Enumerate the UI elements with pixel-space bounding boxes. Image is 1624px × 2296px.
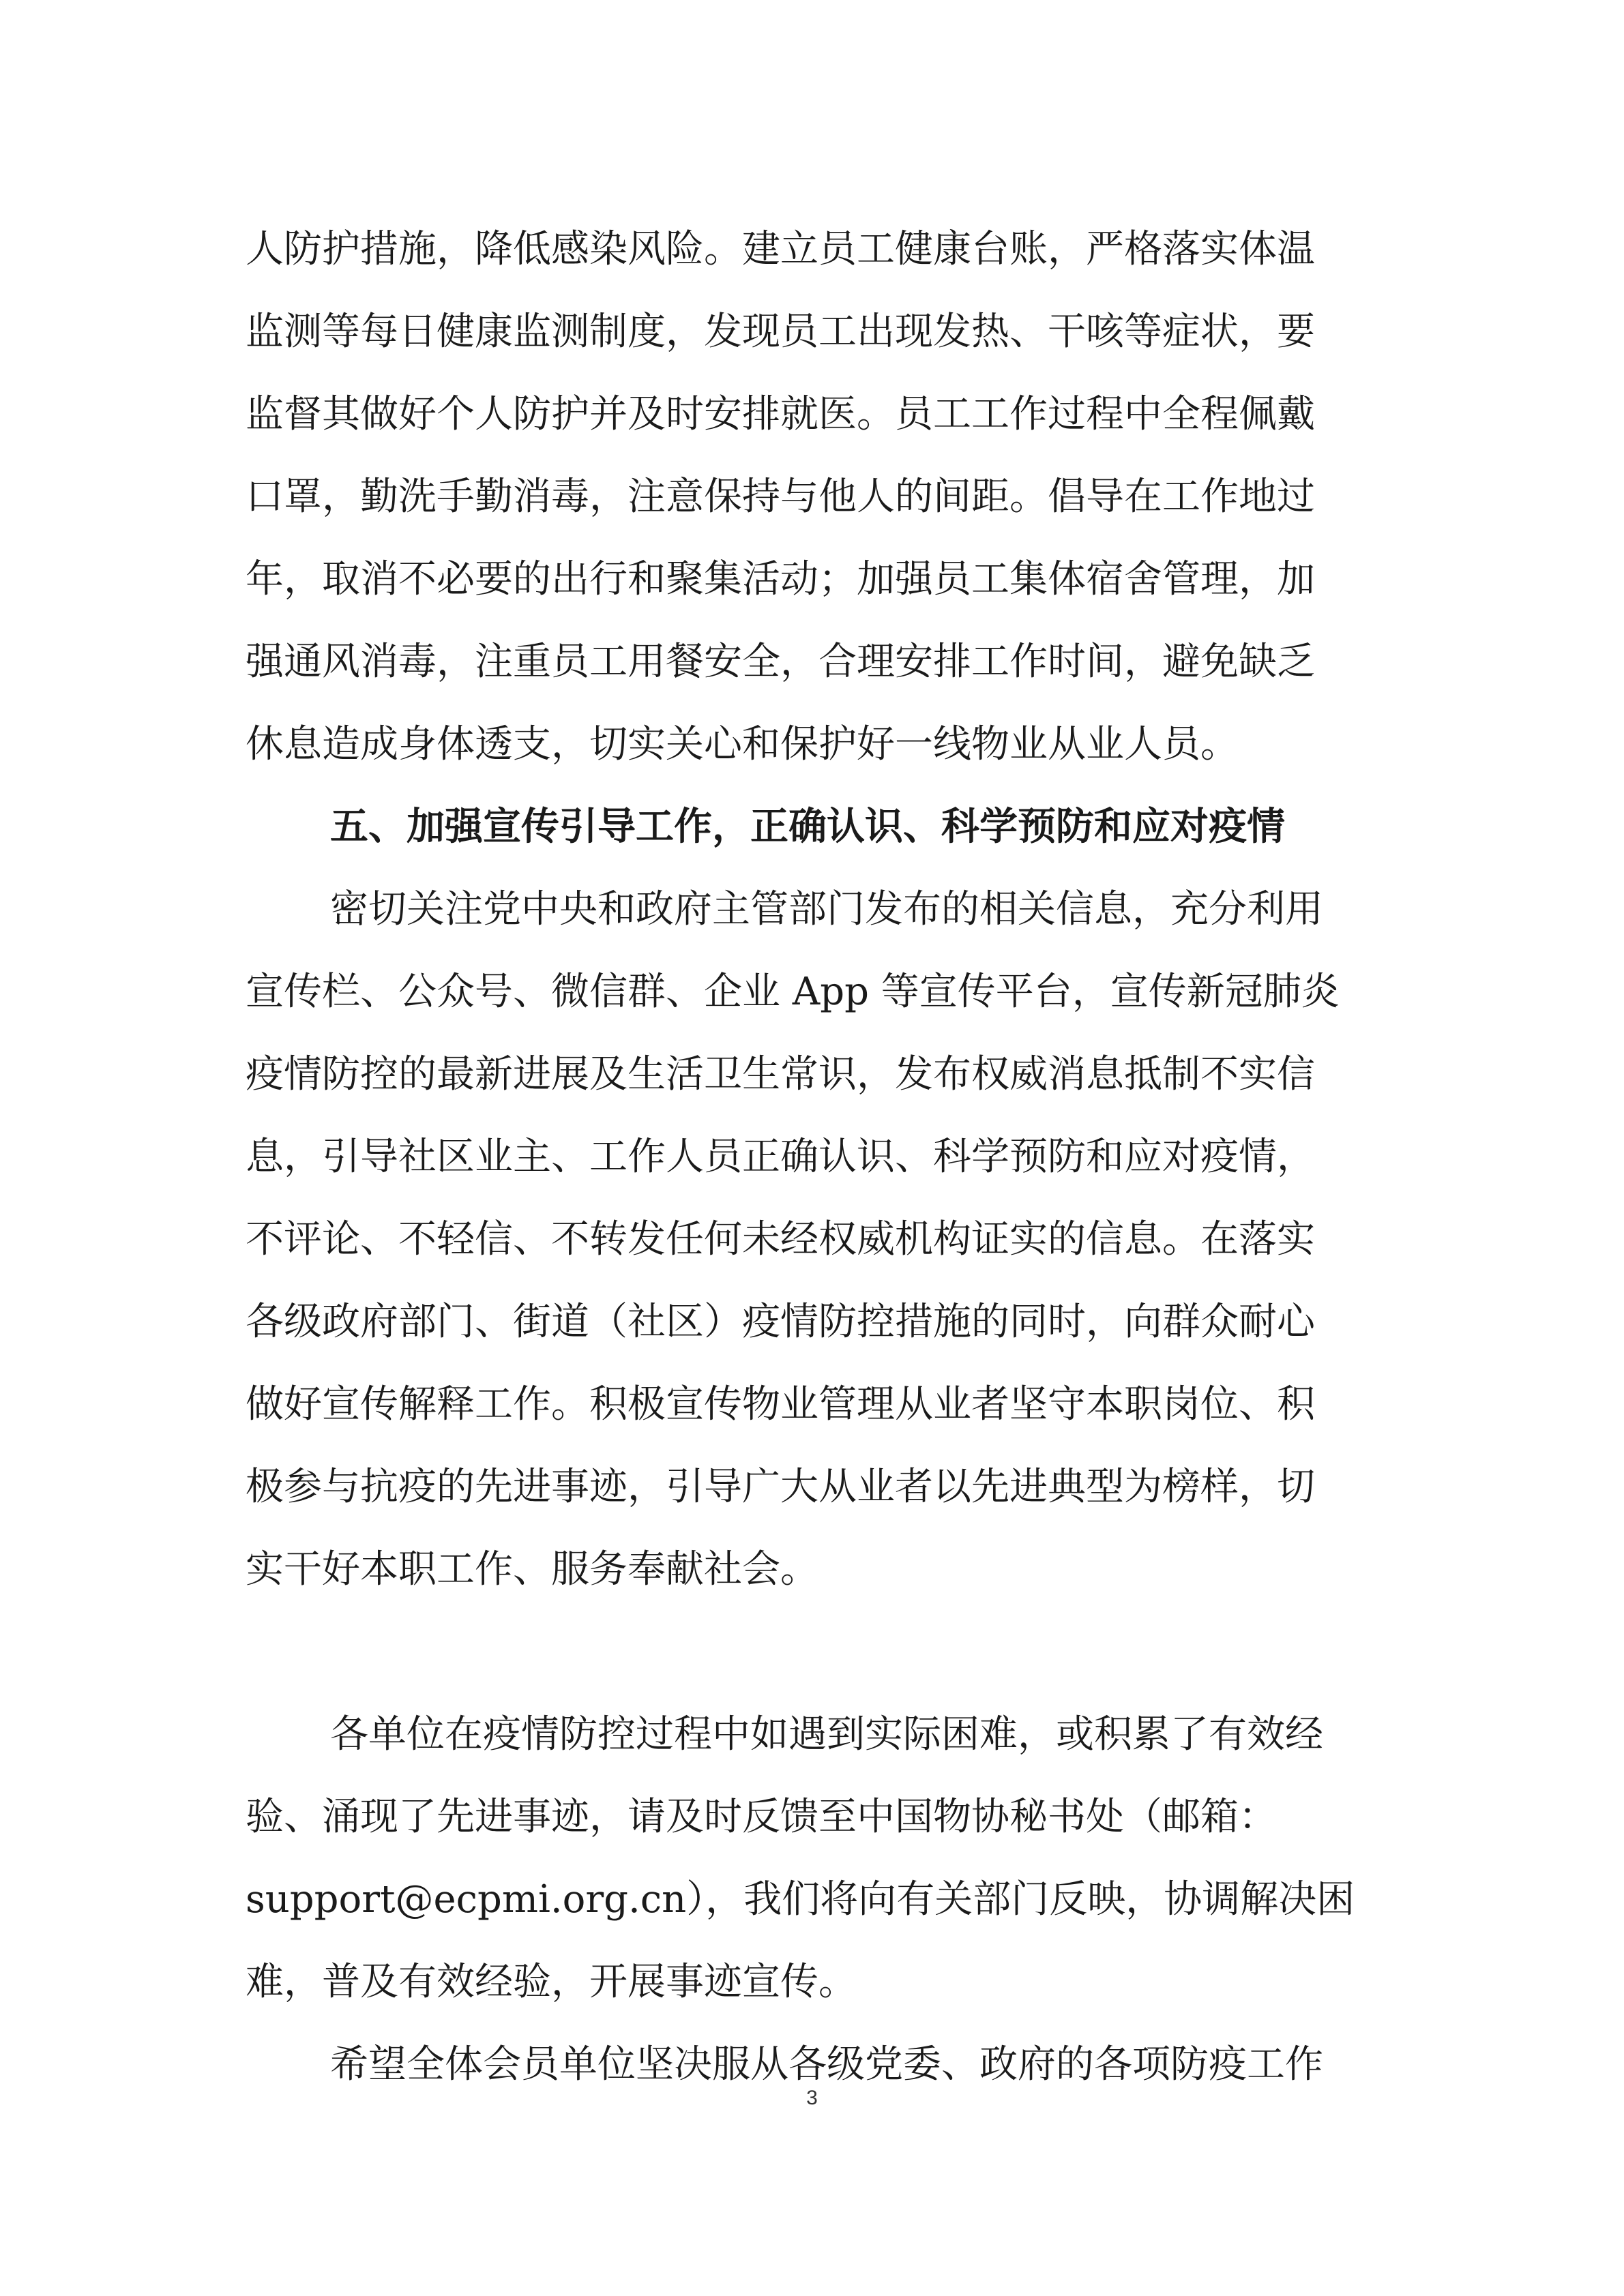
text-line: 年，取消不必要的出行和聚集活动；加强员工集体宿舍管理，加 [246,557,1315,601]
text-line: 难，普及有效经验，开展事迹宣传。 [246,1960,857,2004]
text-line: 希望全体会员单位坚决服从各级党委、政府的各项防疫工作 [330,2042,1323,2087]
text-line: 人防护措施，降低感染风险。建立员工健康台账，严格落实体温 [246,227,1315,271]
text-line: 强通风消毒，注重员工用餐安全，合理安排工作时间，避免缺乏 [246,640,1315,684]
text-line: 密切关注党中央和政府主管部门发布的相关信息，充分利用 [330,887,1323,931]
email-line: support@ecpmi.org.cn），我们将向有关部门反映，协调解决困 [246,1877,1355,1922]
text-line: 各单位在疫情防控过程中如遇到实际困难，或积累了有效经 [330,1712,1323,1757]
text-line: 验、涌现了先进事迹，请及时反馈至中国物协秘书处（邮箱： [246,1795,1277,1839]
page-number: 3 [806,2087,818,2109]
text-line: 做好宣传解释工作。积极宣传物业管理从业者坚守本职岗位、积 [246,1382,1315,1427]
text-line: 极参与抗疫的先进事迹，引导广大从业者以先进典型为榜样，切 [246,1465,1315,1509]
text-line: 监测等每日健康监测制度，发现员工出现发热、干咳等症状，要 [246,310,1315,354]
text-line: 口罩，勤洗手勤消毒，注意保持与他人的间距。倡导在工作地过 [246,475,1315,519]
text-line: 各级政府部门、街道（社区）疫情防控措施的同时，向群众耐心 [246,1300,1315,1344]
text-line: 宣传栏、公众号、微信群、企业 App 等宣传平台，宣传新冠肺炎 [246,970,1340,1014]
text-line: 休息造成身体透支，切实关心和保护好一线物业从业人员。 [246,722,1239,766]
section-heading: 五、加强宣传引导工作，正确认识、科学预防和应对疫情 [330,805,1285,849]
text-line: 息，引导社区业主、工作人员正确认识、科学预防和应对疫情， [246,1135,1315,1179]
paragraph-spacer [246,1611,1388,1693]
text-line: 监督其做好个人防护并及时安排就医。员工工作过程中全程佩戴 [246,392,1315,436]
text-line: 疫情防控的最新进展及生活卫生常识，发布权威消息抵制不实信 [246,1052,1315,1097]
text-line: 实干好本职工作、服务奉献社会。 [246,1547,818,1592]
text-line: 不评论、不轻信、不转发任何未经权威机构证实的信息。在落实 [246,1217,1315,1262]
document-body [246,208,1388,2106]
